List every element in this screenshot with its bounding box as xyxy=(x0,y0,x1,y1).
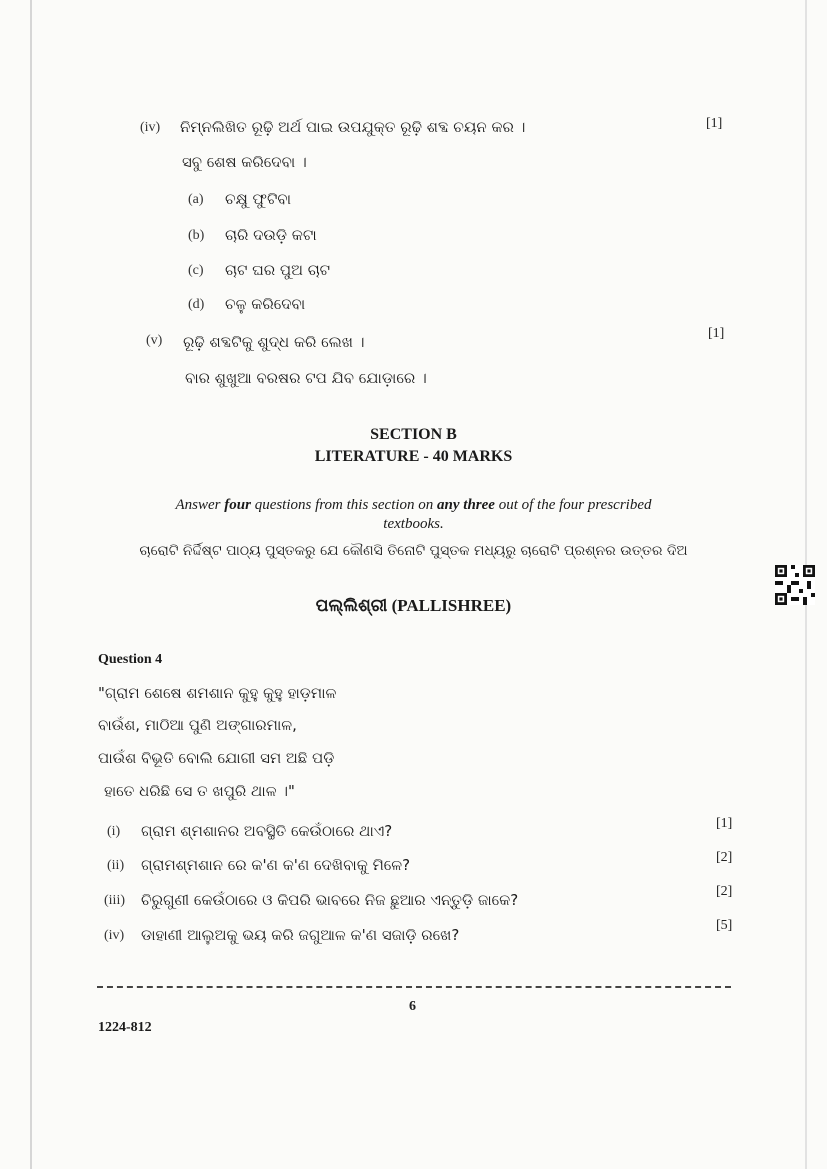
sub-question-mark: [2] xyxy=(716,850,733,865)
option-label: (a) xyxy=(188,192,204,207)
section-subtitle: LITERATURE - 40 MARKS xyxy=(314,448,513,465)
poem-line: "ଗ୍ରାମ ଶେଷେ ଶମଶାନ କୁହୁ କୁହୁ ହାଡ଼ମାଳ xyxy=(98,684,337,702)
qr-code-icon xyxy=(775,565,815,605)
sub-question-text: ଗ୍ରାମ ଶ୍ମଶାନର ଅବସ୍ଥିତି କେଉଁଠାରେ ଥାଏ? xyxy=(141,822,393,840)
item-question: ରୂଢ଼ି ଶବ୍ଦଟିକୁ ଶୁଦ୍ଧ କରି ଲେଖ । xyxy=(183,333,365,351)
option-text: ଚାରି ଦଉଡ଼ି କଟା xyxy=(225,226,317,244)
sub-question-mark: [2] xyxy=(716,884,733,899)
option-label: (d) xyxy=(188,297,205,312)
option-text: ଚକ୍ଷୁ ଫୁଟିବା xyxy=(225,190,291,208)
paper-code: 1224-812 xyxy=(98,1020,152,1035)
poem-line: ହାତେ ଧରିଛି ସେ ତ ଖପୁରି ଥାଳ ।" xyxy=(104,782,295,800)
sub-question-number: (ii) xyxy=(107,858,125,873)
item-prompt: ସବୁ ଶେଷ କରିଦେବା । xyxy=(182,153,307,171)
option-label: (c) xyxy=(188,263,204,278)
question-heading: Question 4 xyxy=(98,652,163,667)
poem-line: ପାଉଁଶ ବିଭୂତି ବୋଲି ଯୋଗୀ ସମ ଅଛି ପଡ଼ି xyxy=(98,749,335,767)
item-question: ନିମ୍ନଲିଖିତ ରୂଢ଼ି ଅର୍ଥ ପାଇ ଉପଯୁକ୍ତ ରୂଢ଼ି ଶବ୍ଦ ଚୟନ କର । xyxy=(180,118,526,136)
option-text: ଚାଟ ଘର ପୁଅ ଚାଟ xyxy=(225,261,331,279)
page-number: 6 xyxy=(409,999,416,1014)
book-title: ପଲ୍ଲିଶ୍ରୀ (PALLISHREE) xyxy=(315,596,512,615)
scan-edge-left xyxy=(30,0,32,1169)
item-mark: [1] xyxy=(706,116,723,131)
instruction-english-line2: textbooks. xyxy=(383,516,444,532)
sub-question-number: (iv) xyxy=(104,928,125,943)
instruction-odia: ଚାରୋଟି ନିର୍ଦ୍ଦିଷ୍ଟ ପାଠ୍ୟ ପୁସ୍ତକରୁ ଯେ କୌଣସି ତିନୋଟି ପୁସ୍ତକ ମଧ୍ୟରୁ ଚାରୋଟି ପ୍ରଶ୍ନର ଉତ୍ତର ଦିଅ xyxy=(139,543,688,559)
sub-question-text: ଚିରୁଗୁଣୀ କେଉଁଠାରେ ଓ କିପରି ଭାବରେ ନିଜ ଛୁଆର ଏନ୍ତୁଡ଼ି ଜାକେ? xyxy=(141,891,519,909)
sub-question-text: ଗ୍ରାମଶ୍ମଶାନ ରେ କ'ଣ କ'ଣ ଦେଖିବାକୁ ମିଳେ? xyxy=(141,856,411,874)
item-number: (v) xyxy=(146,333,163,348)
sub-question-text: ଡାହାଣୀ ଆଲୁଅକୁ ଭୟ କରି ଜଗୁଆଳ କ'ଣ ସଜାଡ଼ି ରଖେ? xyxy=(141,926,460,944)
item-prompt: ବାର ଶୁଖୁଆ ବରଷର ଟପ ଯିବ ଯୋଡ଼ାରେ । xyxy=(185,369,427,387)
item-number: (iv) xyxy=(140,120,161,135)
sub-question-mark: [1] xyxy=(716,816,733,831)
instruction-english: Answer four questions from this section on any three out of the four prescribed xyxy=(175,497,652,513)
option-text: ଚଳୁ କରିଦେବା xyxy=(225,295,306,313)
option-label: (b) xyxy=(188,228,205,243)
poem-line: ବାଉଁଶ, ମାଠିଆ ପୁଣି ଅଙ୍ଗାରମାଳ, xyxy=(98,716,297,734)
sub-question-mark: [5] xyxy=(716,918,733,933)
footer-divider xyxy=(97,986,731,988)
sub-question-number: (iii) xyxy=(104,893,125,908)
section-title: SECTION B xyxy=(370,426,457,443)
sub-question-number: (i) xyxy=(107,824,121,839)
item-mark: [1] xyxy=(708,326,725,341)
